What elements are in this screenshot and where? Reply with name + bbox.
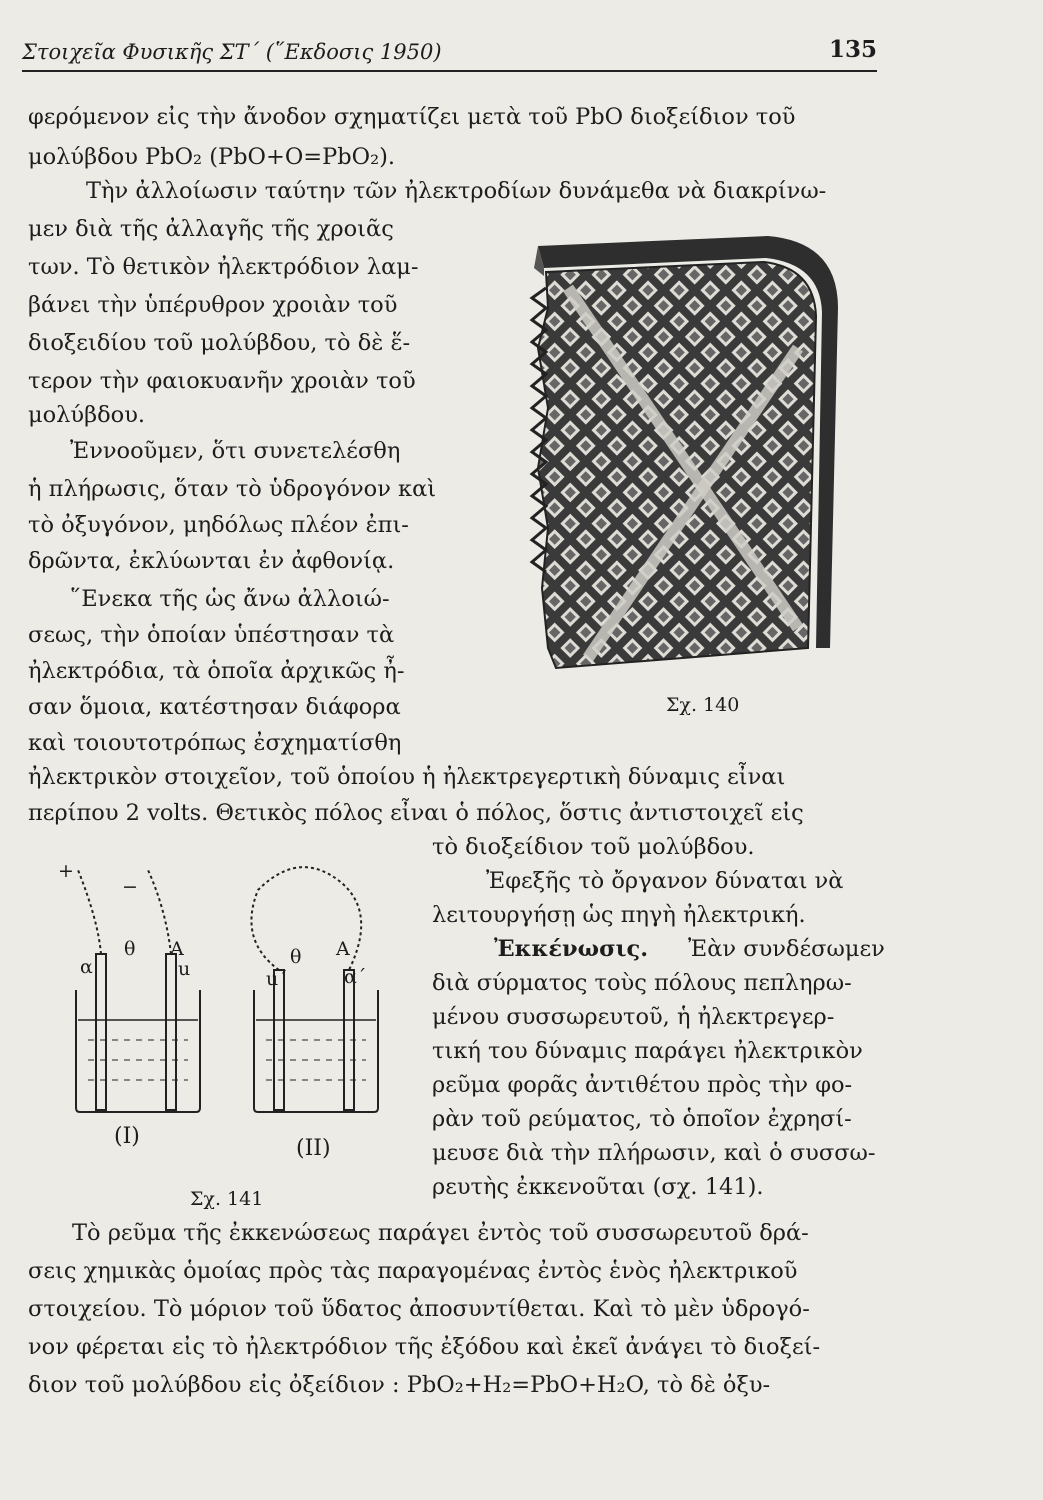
text-line: δρῶντα, ἐκλύωνται ἐν ἀφθονίᾳ. [28, 548, 395, 574]
text-line: Ἐννοοῦμεν, ὅτι συνετελέσθη [70, 438, 401, 464]
text-line: Τὴν ἀλλοίωσιν ταύτην τῶν ἠλεκτροδίων δυνάμεθα νὰ διακρίνω- [86, 178, 827, 204]
label-A-two: A [336, 938, 350, 960]
text-line: ρευτὴς ἐκκενοῦται (σχ. 141). [432, 1174, 764, 1200]
label-theta-two: θ [290, 946, 302, 968]
cell-one [76, 870, 200, 1112]
text-line: Τὸ ρεῦμα τῆς ἐκκενώσεως παράγει ἐντὸς τοῦ συσσωρευτοῦ δρά- [72, 1220, 809, 1246]
text-line: ρεῦμα φορᾶς ἀντιθέτου πρὸς τὴν φο- [432, 1072, 853, 1098]
text-line: Ἐὰν συνδέσωμεν [688, 936, 885, 962]
text-line: μεν διὰ τῆς ἀλλαγῆς τῆς χροιᾶς [28, 216, 394, 242]
running-header [22, 36, 877, 72]
panel-one-label: (I) [114, 1124, 140, 1149]
text-line: ῞Ενεκα τῆς ὡς ἄνω ἀλλοιώ- [70, 586, 390, 612]
text-line: τερον τὴν φαιοκυανῆν χροιὰν τοῦ [28, 368, 416, 394]
figure-140-battery-plate [508, 228, 848, 678]
figure-141-caption: Σχ. 141 [190, 1188, 264, 1210]
text-line: σαν ὅμοια, κατέστησαν διάφορα [28, 694, 401, 720]
text-line: ρὰν τοῦ ρεύματος, τὸ ὁποῖον ἐχρησί- [432, 1106, 852, 1132]
figure-140-caption: Σχ. 140 [666, 694, 740, 716]
plus-sign: + [58, 860, 74, 882]
text-line: σεις χημικὰς ὁμοίας πρὸς τὰς παραγομένας ἐντὸς ἑνὸς ἠλεκτρικοῦ [28, 1258, 798, 1284]
running-title: Στοιχεῖα Φυσικῆς ΣΤ΄ (῞Εκδοσις 1950) [22, 40, 442, 64]
minus-sign: − [122, 876, 138, 898]
text-line: καὶ τοιουτοτρόπως ἐσχηματίσθη [28, 730, 402, 756]
text-line: λειτουργήσῃ ὡς πηγὴ ἠλεκτρική. [432, 902, 806, 928]
text-line: διον τοῦ μολύβδου εἰς ὀξείδιον : PbO₂+H₂=PbO+H₂O, τὸ δὲ ὀξυ- [28, 1372, 771, 1398]
text-line: στοιχείου. Τὸ μόριον τοῦ ὕδατος ἀποσυντίθεται. Καὶ τὸ μὲν ὑδρογό- [28, 1296, 810, 1322]
text-line: μένου συσσωρευτοῦ, ἡ ἠλεκτρεγερ- [432, 1004, 835, 1030]
text-line: ἠλεκτρικὸν στοιχεῖον, τοῦ ὁποίου ἡ ἠλεκτρεγερτικὴ δύναμις εἶναι [28, 764, 786, 790]
text-line: σεως, τὴν ὁποίαν ὑπέστησαν τὰ [28, 622, 395, 648]
label-alpha-prime: α΄ [344, 966, 367, 988]
text-line: μολύβδου PbO₂ (PbO+O=PbO₂). [28, 144, 396, 170]
text-line: νον φέρεται εἰς τὸ ἠλεκτρόδιον τῆς ἐξόδου καὶ ἐκεῖ ἀνάγει τὸ διοξεί- [28, 1334, 821, 1360]
text-line: ἡ πλήρωσις, ὅταν τὸ ὑδρογόνον καὶ [28, 476, 437, 502]
panel-two-label: (II) [296, 1136, 331, 1161]
label-u: u [178, 958, 191, 980]
text-line: φερόμενον εἰς τὴν ἄνοδον σχηματίζει μετὰ τοῦ PbO διοξείδιον τοῦ [28, 104, 796, 130]
text-line: τὸ ὀξυγόνον, μηδόλως πλέον ἐπι- [28, 512, 409, 538]
label-u-prime: u΄ [266, 968, 288, 990]
text-line: διοξειδίου τοῦ μολύβδου, τὸ δὲ ἕ- [28, 330, 411, 356]
text-line: τὸ διοξείδιον τοῦ μολύβδου. [432, 834, 755, 860]
figure-141-cells [48, 850, 408, 1140]
label-theta: θ [124, 938, 136, 960]
text-line: ἠλεκτρόδια, τὰ ὁποῖα ἀρχικῶς ἦ- [28, 658, 405, 684]
text-line: Ἐφεξῆς τὸ ὄργανον δύναται νὰ [486, 868, 844, 894]
section-heading: Ἐκκένωσις. [494, 936, 649, 962]
text-line: περίπου 2 volts. Θετικὸς πόλος εἶναι ὁ πόλος, ὅστις ἀντιστοιχεῖ εἰς [28, 800, 804, 826]
label-alpha: α [80, 956, 93, 978]
text-line: τική του δύναμις παράγει ἠλεκτρικὸν [432, 1038, 863, 1064]
text-line: βάνει τὴν ὑπέρυθρον χροιὰν τοῦ [28, 292, 398, 318]
label-A: A [170, 938, 184, 960]
text-line: μολύβδου. [28, 402, 146, 428]
text-line: των. Τὸ θετικὸν ἠλεκτρόδιον λαμ- [28, 254, 419, 280]
text-line: μευσε διὰ τὴν πλήρωσιν, καὶ ὁ συσσω- [432, 1140, 876, 1166]
text-line: διὰ σύρματος τοὺς πόλους πεπληρω- [432, 970, 852, 996]
page-number: 135 [828, 36, 877, 63]
